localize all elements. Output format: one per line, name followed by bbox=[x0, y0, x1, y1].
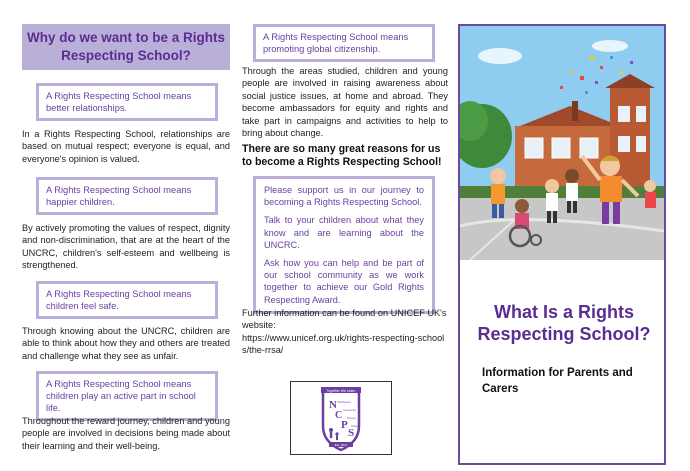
support-paragraph-1: Please support us in our journey to becoming a Rights Respecting School. bbox=[264, 185, 424, 208]
callout-relationships-text: A Rights Respecting School means better relationships. bbox=[46, 91, 192, 113]
cover-subtitle: Information for Parents and Carers bbox=[482, 367, 633, 395]
cover-title: What Is a Rights Respecting School? bbox=[477, 302, 651, 344]
callout-feel-safe-text: A Rights Respecting School means children feel safe. bbox=[46, 289, 192, 311]
cover-illustration bbox=[460, 26, 664, 260]
logo-letter-n: N bbox=[329, 399, 337, 411]
paragraph-relationships: In a Rights Respecting School, relationships are based on mutual respect; everyone is equal, and everyone's opinion is valued. bbox=[22, 129, 230, 164]
further-info-text: Further information can be found on UNICEF UK's website: bbox=[242, 308, 447, 331]
callout-relationships bbox=[36, 83, 218, 121]
cover-panel bbox=[458, 24, 666, 465]
logo-word-3: Primary bbox=[347, 417, 356, 420]
support-paragraph-2: Talk to your children about what they know and are learning about the UNCRC. bbox=[264, 215, 424, 250]
left-title: Why do we want to be a Rights Respecting School? bbox=[26, 30, 225, 63]
callout-happier-children-text: A Rights Respecting School means happier children. bbox=[46, 185, 192, 207]
logo-letter-c: C bbox=[335, 410, 343, 421]
paragraph-global-citizenship: Through the areas studied, children and young people are involved in raising awareness about social justice issues, at home and abroad. They become ambassadors for equity and rights and take part in campaigns and activities to help to bring about change. bbox=[242, 66, 448, 139]
left-title-bar bbox=[22, 24, 230, 70]
callout-active-part bbox=[36, 371, 218, 421]
reasons-heading: There are so many great reasons for us to become a Rights Respecting School! bbox=[242, 143, 442, 168]
callout-feel-safe bbox=[36, 281, 218, 319]
logo-letter-p: P bbox=[341, 419, 348, 431]
callout-happier-children bbox=[36, 177, 218, 215]
school-logo-box bbox=[290, 381, 392, 455]
support-paragraph-3: Ask how you can help and be part of our school community as we work together to achieve our Gold Rights Respecting Award. bbox=[264, 258, 424, 305]
paragraph-active-part: Throughout the reward journey, children and young people are involved in decisions being made about their learning and their well-being. bbox=[22, 416, 230, 451]
school-logo bbox=[291, 382, 391, 454]
logo-letter-s: S bbox=[348, 427, 355, 439]
paragraph-feel-safe: Through knowing about the UNCRC, children are able to think about how they and others are treated and challenge what they see as unfair. bbox=[22, 326, 230, 361]
logo-word-2: Community bbox=[343, 409, 357, 412]
unicef-link[interactable]: https://www.unicef.org.uk/rights-respecting-schools/the-rrsa/ bbox=[242, 332, 445, 356]
logo-word-1: Northwood bbox=[338, 401, 351, 404]
logo-banner: Together We Learn bbox=[326, 389, 356, 393]
callout-active-part-text: A Rights Respecting School means children play an active part in school life. bbox=[46, 379, 196, 413]
paragraph-happier-children: By actively promoting the values of respect, dignity and non-discrimination, that are at the heart of the UNCRC, children's self-esteem and wellbeing is strengthened. bbox=[22, 223, 230, 271]
callout-global-citizenship bbox=[253, 24, 435, 62]
logo-word-4: School bbox=[351, 425, 359, 428]
support-callout bbox=[253, 176, 435, 314]
further-info-block bbox=[242, 307, 448, 357]
callout-global-citizenship-text: A Rights Respecting School means promoting global citizenship. bbox=[263, 32, 409, 54]
playground-illustration bbox=[460, 26, 664, 260]
logo-established: Est. 2011 bbox=[334, 442, 348, 447]
